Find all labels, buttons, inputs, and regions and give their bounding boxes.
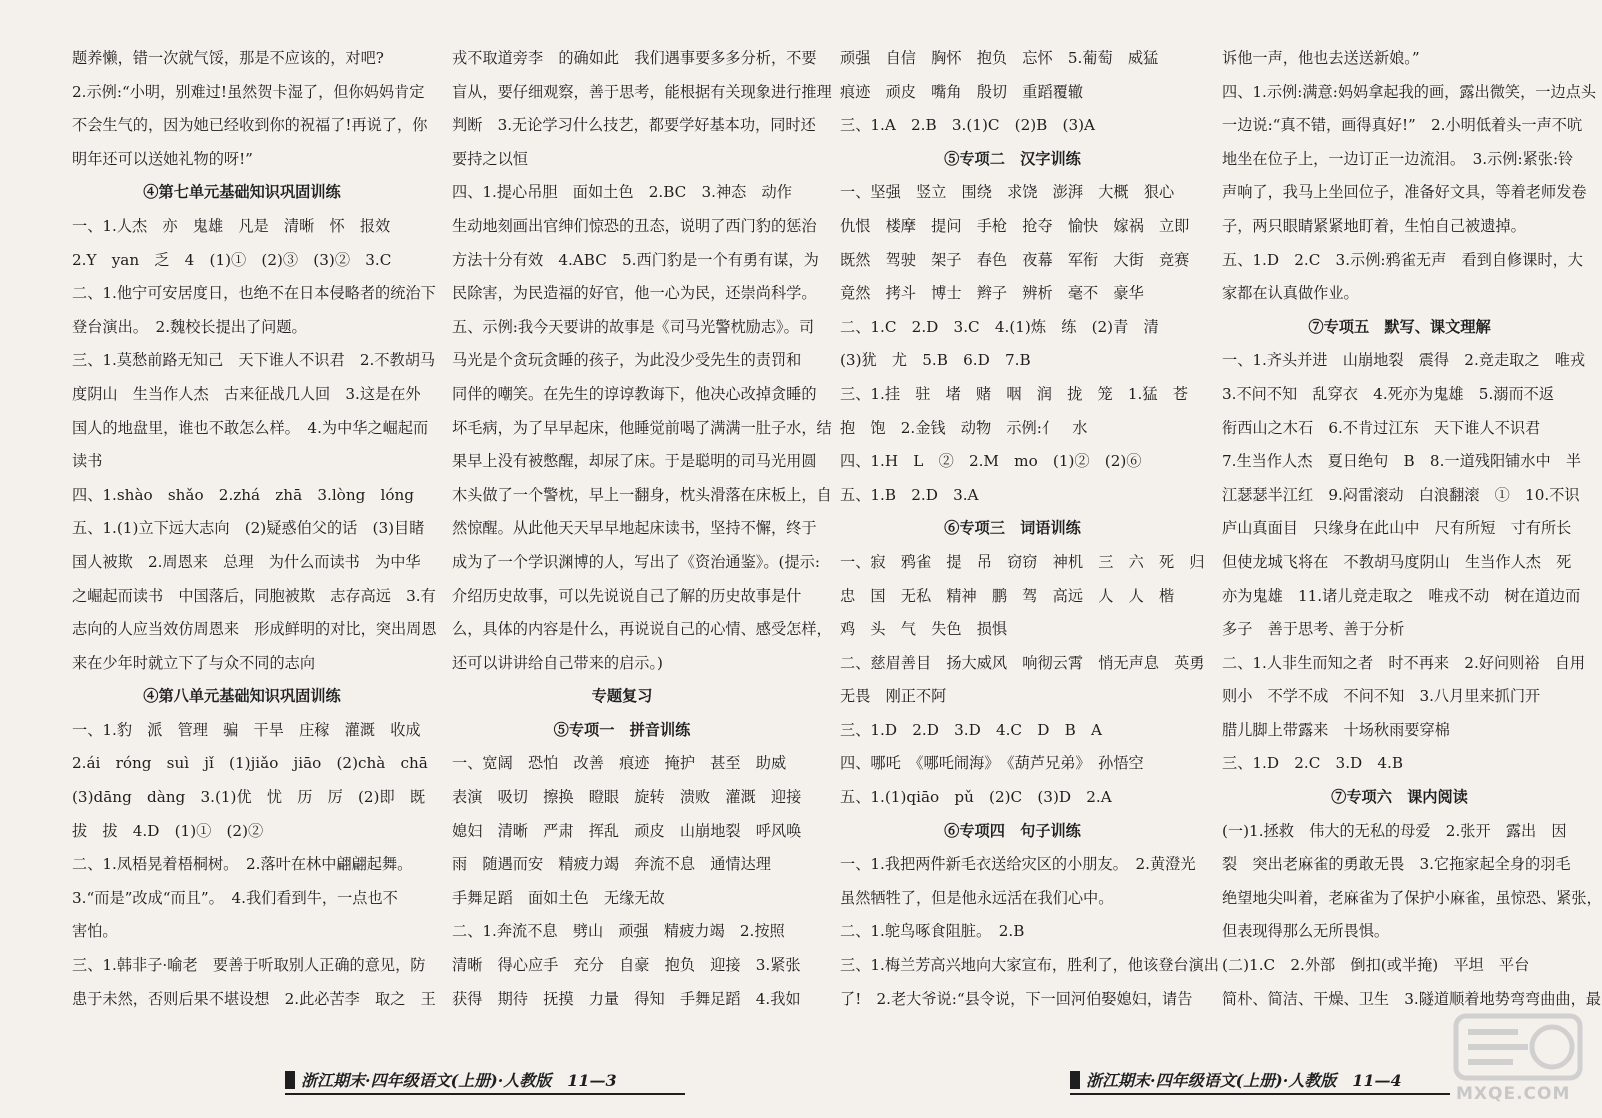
answer-line: 江瑟瑟半江红 9.闷雷滚动 白浪翻滚 ① 10.不识	[1222, 485, 1580, 504]
answer-line: 方法十分有效 4.ABC 5.西门豹是一个有勇有谋，为	[452, 250, 819, 269]
answer-line: (一)1.拯救 伟大的无私的母爱 2.张开 露出 因	[1222, 821, 1567, 840]
answer-line: 抱 饱 2.金钱 动物 示例:亻 水	[840, 418, 1088, 437]
answer-line: 二、1.鸵鸟啄食阻脏。 2.B	[840, 922, 1025, 941]
answer-line: 2.示例:“小明，别难过!虽然贺卡湿了，但你妈妈肯定	[72, 82, 425, 101]
answer-line: 五、1.(1)立下远大志向 (2)疑惑伯父的话 (3)目睹	[72, 519, 425, 538]
answer-line: 了! 2.老大爷说:“县令说，下一回河伯娶媳妇，请告	[840, 989, 1193, 1008]
answer-line: 四、1.示例:满意:妈妈拿起我的画，露出微笑，一边点头	[1222, 82, 1597, 101]
footer-rule	[285, 1093, 685, 1095]
answer-line: 成为了一个学识渊博的人，写出了《资治通鉴》。(提示:	[452, 552, 820, 571]
answer-line: 五、示例:我今天要讲的故事是《司马光警枕励志》。司	[452, 317, 815, 336]
answer-line: 顽强 自信 胸怀 抱负 忘怀 5.葡萄 威猛	[840, 49, 1159, 67]
answer-line: 志向的人应当效仿周恩来 形成鲜明的对比，突出周恩	[72, 620, 437, 639]
answer-line: 清晰 得心应手 充分 自豪 抱负 迎接 3.紧张	[452, 956, 801, 975]
answer-line: 二、1.他宁可安居度日，也绝不在日本侵略者的统治下	[72, 284, 436, 303]
answer-line: 五、1.B 2.D 3.A	[840, 485, 979, 504]
footer-text: 浙江期末·四年级语文(上册)·人教版 11—3	[301, 1071, 617, 1090]
answer-line: 2.ái róng suì jǐ (1)jiǎo jiāo (2)chà chā	[72, 754, 428, 773]
section-heading: ④第八单元基础知识巩固训练	[143, 687, 341, 706]
answer-line: 四、哪吒 《哪吒闹海》 《葫芦兄弟》 孙悟空	[840, 754, 1144, 773]
answer-line: 拔 拔 4.D (1)① (2)②	[72, 821, 264, 840]
column-2	[452, 42, 832, 1016]
answer-line: 三、1.A 2.B 3.(1)C (2)B (3)A	[840, 116, 1096, 135]
answer-line: 表演 吸切 擦换 瞪眼 旋转 溃败 灌溉 迎接	[452, 788, 802, 807]
answer-line: 二、1.奔流不息 劈山 顽强 精疲力竭 2.按照	[452, 922, 785, 941]
answer-line: 然惊醒。从此他天天早早地起床读书，坚持不懈，终于	[452, 519, 817, 538]
answer-line: 一、1.豹 派 管理 骗 干旱 庄稼 灌溉 收成	[72, 720, 421, 739]
answer-line: 竟然 拷斗 博士 辫子 辨析 毫不 豪华	[840, 284, 1144, 303]
answer-line: 二、1.C 2.D 3.C 4.(1)炼 练 (2)青 清	[840, 317, 1159, 336]
answer-line: 3.不问不知 乱穿衣 4.死亦为鬼雄 5.溺而不返	[1222, 384, 1555, 403]
answer-line: 一、宽阔 恐怕 改善 痕迹 掩护 甚至 助威	[452, 754, 787, 773]
answer-line: (二)1.C 2.外部 倒扣(或半掩) 平坦 平台	[1222, 956, 1530, 975]
answer-line: 国人被欺 2.周恩来 总理 为什么而读书 为中华	[72, 552, 421, 571]
answer-line: 患于未然，否则后果不堪设想 2.此必苦李 取之 王	[72, 989, 436, 1008]
answer-line: 判断 3.无论学习什么技艺，都要学好基本功，同时还	[452, 116, 816, 135]
footer-right	[1070, 1068, 1450, 1091]
answer-line: 四、1.shào shǎo 2.zhá zhā 3.lòng lóng	[72, 485, 415, 504]
answer-line: 裂 突出老麻雀的勇敢无畏 3.它拖家起全身的羽毛	[1222, 855, 1571, 874]
answer-line: 度阴山 生当作人杰 古来征战几人回 3.这是在外	[72, 384, 421, 403]
answer-line: 三、1.莫愁前路无知己 天下谁人不识君 2.不教胡马	[72, 351, 436, 370]
answer-line: 痕迹 顽皮 嘴角 殷切 重蹈覆辙	[840, 82, 1083, 101]
answer-line: 一、1.人杰 亦 鬼雄 凡是 清晰 怀 报效	[72, 216, 391, 235]
answer-line: 2.Y yan 乏 4 (1)① (2)③ (3)② 3.C	[72, 250, 392, 269]
answer-line: 要持之以恒	[452, 149, 528, 168]
section-heading: ⑥专项三 词语训练	[944, 519, 1081, 538]
answer-line: 果早上没有被憋醒，却尿了床。于是聪明的司马光用圆	[452, 452, 817, 471]
footer-text: 浙江期末·四年级语文(上册)·人教版 11—4	[1086, 1071, 1402, 1090]
section-heading: ⑦专项六 课内阅读	[1331, 788, 1468, 807]
answer-line: 生动地刻画出官绅们惊恐的丑态，说明了西门豹的惩治	[452, 216, 817, 235]
answer-line: 忠 国 无私 精神 鹏 驾 高远 人 人 楷	[840, 586, 1175, 605]
answer-line: 登台演出。 2.魏校长提出了问题。	[72, 317, 307, 336]
answer-line: 五、1.(1)qiāo pǔ (2)C (3)D 2.A	[840, 788, 1112, 807]
answer-line: 但表现得那么无所畏惧。	[1222, 922, 1390, 941]
answer-line: 地坐在位子上，一边订正一边流泪。 3.示例:紧张:铃	[1222, 149, 1574, 168]
answer-line: 鸡 头 气 失色 损惧	[840, 620, 1008, 639]
answer-line: 害怕。	[72, 922, 118, 941]
answer-line: 手舞足蹈 面如土色 无缘无故	[452, 888, 665, 907]
section-heading: ⑥专项四 句子训练	[944, 821, 1081, 840]
answer-line: 一、坚强 竖立 围绕 求饶 澎湃 大概 狠心	[840, 183, 1175, 202]
answer-line: 明年还可以送她礼物的呀!”	[72, 149, 253, 168]
answer-line: 四、1.H L ② 2.M mo (1)② (2)⑥	[840, 452, 1142, 471]
answer-line: 子，两只眼睛紧紧地盯着，生怕自己被遗掉。	[1222, 216, 1526, 235]
column-1	[72, 42, 437, 1016]
footer-block-icon	[1070, 1071, 1080, 1089]
column-3	[840, 42, 1219, 1016]
answer-line: 声响了，我马上坐回位子，准备好文具，等着老师发卷	[1222, 183, 1587, 202]
answer-line: 戎不取道旁李 的确如此 我们遇事要多多分析，不要	[452, 49, 817, 67]
answer-line: 一边说:“真不错，画得真好!” 2.小明低着头一声不吭	[1222, 116, 1583, 135]
answer-line: 坏毛病，为了早早起床，他睡觉前喝了满满一肚子水，结	[452, 418, 832, 437]
answer-line: 则小 不学不成 不问不知 3.八月里来抓门开	[1222, 687, 1541, 706]
answer-line: 题养懒，错一次就气馁，那是不应该的，对吧?	[72, 49, 384, 67]
answer-line: 国人的地盘里，谁也不敢怎么样。 4.为中华之崛起而	[72, 418, 429, 437]
answer-line: 五、1.D 2.C 3.示例:鸦雀无声 看到自修课时，大	[1222, 250, 1583, 269]
answer-line: 庐山真面目 只缘身在此山中 尺有所短 寸有所长	[1222, 519, 1572, 538]
section-heading: 专题复习	[591, 687, 653, 706]
answer-line: 盲从，要仔细观察，善于思考，能根据有关现象进行推理	[452, 82, 832, 101]
answer-line: 二、1.人非生而知之者 时不再来 2.好问则裕 自用	[1222, 653, 1586, 672]
section-heading: ⑤专项二 汉字训练	[944, 149, 1081, 168]
answer-line: 虽然牺牲了，但是他永远活在我们心中。	[840, 888, 1114, 907]
answer-line: 一、1.齐头并进 山崩地裂 震得 2.竞走取之 唯戎	[1222, 351, 1586, 370]
answer-line: 绝望地尖叫着，老麻雀为了保护小麻雀，虽惊恐、紧张，	[1222, 888, 1602, 907]
answer-line: (3)犹 尤 5.B 6.D 7.B	[840, 351, 1031, 370]
column-4	[1222, 42, 1602, 1016]
answer-line: 获得 期待 抚摸 力量 得知 手舞足蹈 4.我如	[452, 989, 801, 1008]
answer-line: 不会生气的，因为她已经收到你的祝福了!再说了，你	[72, 116, 428, 135]
answer-line: 四、1.提心吊胆 面如土色 2.BC 3.神态 动作	[452, 183, 792, 202]
answer-line: 民除害，为民造福的好官，他一心为民，还崇尚科学。	[452, 284, 817, 303]
answer-line: 么，具体的内容是什么，再说说自己的心情、感受怎样，	[452, 620, 832, 639]
answer-line: (3)dāng dàng 3.(1)优 忧 历 厉 (2)即 既	[72, 788, 426, 807]
answer-line: 二、慈眉善目 扬大威风 响彻云霄 悄无声息 英勇	[840, 653, 1205, 672]
answer-line: 二、1.凤梧晃着梧桐树。 2.落叶在林中翩翩起舞。	[72, 855, 413, 874]
answer-line: 仇恨 楼摩 提问 手枪 抢夺 愉快 嫁祸 立即	[840, 216, 1190, 235]
answer-line: 木头做了一个警枕，早上一翻身，枕头滑落在床板上，自	[452, 485, 832, 504]
answer-line: 来在少年时就立下了与众不同的志向	[72, 653, 315, 672]
answer-line: 雨 随遇而安 精疲力竭 奔流不息 通情达理	[452, 855, 771, 874]
answer-line: 诉他一声，他也去送送新娘。”	[1222, 49, 1420, 67]
answer-line: 一、1.我把两件新毛衣送给灾区的小朋友。 2.黄澄光	[840, 855, 1196, 874]
answer-line: 亦为鬼雄 11.诸儿竞走取之 唯戎不动 树在道边而	[1222, 586, 1581, 605]
answer-line: 家都在认真做作业。	[1222, 284, 1359, 303]
section-heading: ④第七单元基础知识巩固训练	[143, 183, 341, 202]
answer-line: 简朴、简洁、干燥、卫生 3.隧道顺着地势弯弯曲曲，最	[1222, 989, 1601, 1008]
answer-line: 腊儿脚上带露来 十场秋雨要穿棉	[1222, 720, 1450, 739]
answer-line: 衔西山之木石 6.不肯过江东 天下谁人不识君	[1222, 418, 1541, 437]
answer-line: 三、1.D 2.C 3.D 4.B	[1222, 754, 1404, 773]
answer-line: 读书	[72, 452, 103, 471]
answer-line: 之崛起而读书 中国落后，同胞被欺 志存高远 3.有	[72, 586, 436, 605]
answer-line: 3.“而是”改成“而且”。 4.我们看到牛，一点也不	[72, 888, 398, 907]
answer-line: 三、1.梅兰芳高兴地向大家宣布，胜利了，他该登台演出	[840, 956, 1219, 975]
answer-line: 三、1.D 2.D 3.D 4.C D B A	[840, 720, 1102, 739]
section-heading: ⑦专项五 默写、课文理解	[1308, 317, 1491, 336]
answer-line: 既然 驾驶 架子 春色 夜幕 军衔 大街 竞赛	[840, 250, 1190, 269]
footer-rule	[1070, 1093, 1450, 1095]
answer-line: 媳妇 清晰 严肃 挥乱 顽皮 山崩地裂 呼风唤	[452, 821, 802, 840]
answer-line: 三、1.挂 驻 堵 赌 咽 润 拢 笼 1.猛 苍	[840, 384, 1188, 403]
watermark-text: MXQE.COM	[1456, 1084, 1571, 1104]
answer-line: 同伴的嘲笑。在先生的谆谆教诲下，他决心改掉贪睡的	[452, 384, 817, 403]
section-heading: ⑤专项一 拼音训练	[553, 720, 691, 739]
answer-line: 马光是个贪玩贪睡的孩子，为此没少受先生的责罚和	[452, 351, 802, 370]
footer-block-icon	[285, 1071, 295, 1089]
answer-line: 7.生当作人杰 夏日绝句 B 8.一道残阳铺水中 半	[1222, 452, 1582, 471]
answer-line: 但使龙城飞将在 不教胡马度阴山 生当作人杰 死	[1222, 552, 1572, 571]
answer-line: 还可以讲讲给自己带来的启示。)	[452, 653, 663, 672]
answer-line: 多子 善于思考、善于分析	[1222, 620, 1405, 639]
answer-line: 无畏 刚正不阿	[840, 687, 947, 706]
answer-line: 介绍历史故事，可以先说说自己了解的历史故事是什	[452, 586, 802, 605]
answer-line: 三、1.韩非子·喻老 要善于听取别人正确的意见，防	[72, 956, 426, 975]
answer-line: 一、寂 鸦雀 提 吊 窃窃 神机 三 六 死 归	[840, 552, 1205, 571]
footer-left	[285, 1068, 685, 1091]
